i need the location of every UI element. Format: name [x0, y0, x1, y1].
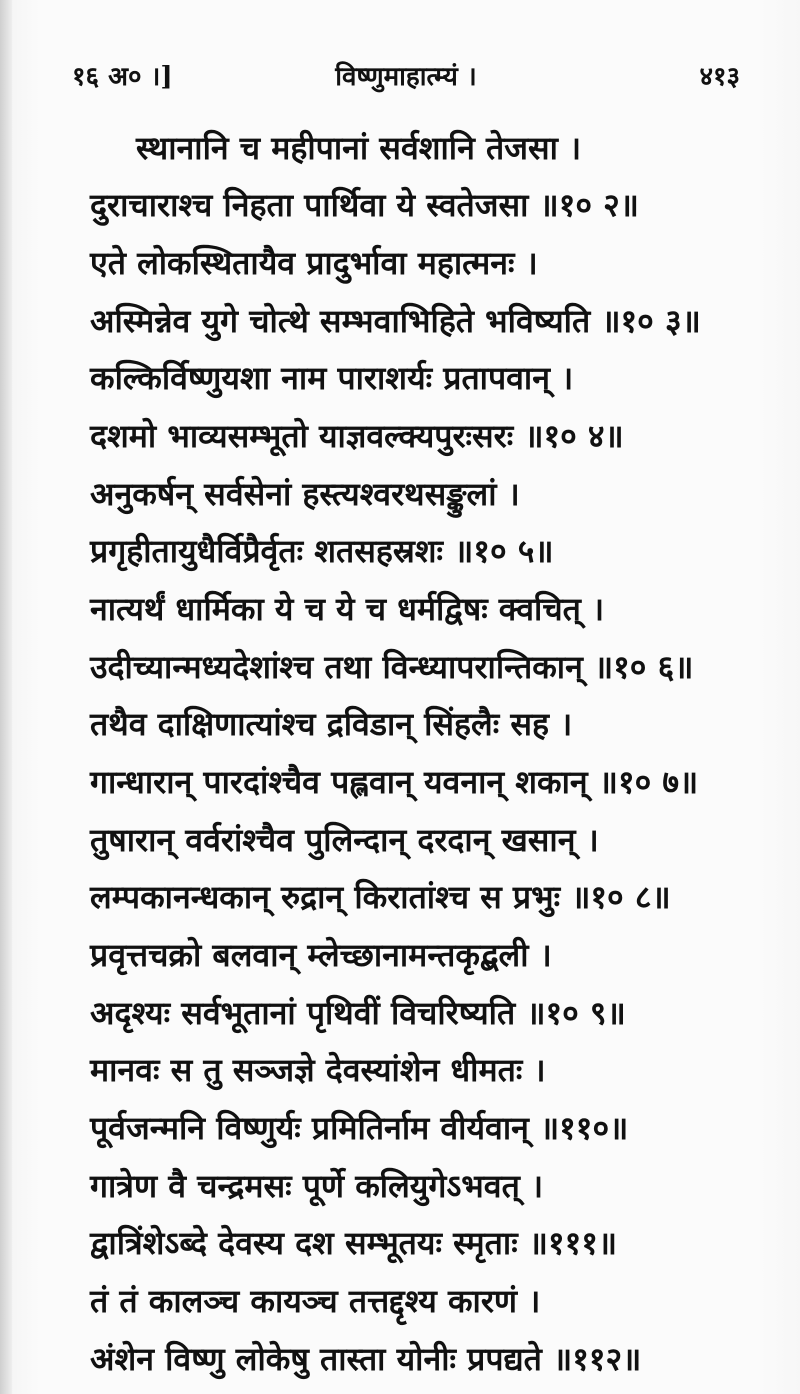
verse-line: तं तं कालञ्च कायञ्च तत्तद्दृश्य कारणं । — [90, 1282, 541, 1320]
verse-line: नात्यर्थं धार्मिका ये च ये च धर्मद्विषः क्वचित् । — [90, 590, 605, 628]
verse-line: दशमो भाव्यसम्भूतो याज्ञवल्क्यपुरःसरः ॥१० ४॥ — [90, 417, 624, 455]
header-title: विष्णुमाहात्म्यं । — [335, 62, 477, 92]
verse-line: गान्धारान् पारदांश्चैव पह्लवान् यवनान् शकान् ॥१० ७॥ — [90, 763, 699, 801]
verse-line: अस्मिन्नेव युगे चोत्थे सम्भवाभिहिते भविष्यति ॥१० ३॥ — [90, 302, 701, 340]
verse-line: पूर्वजन्मनि विष्णुर्यः प्रमितिर्नाम वीर्यवान् ॥११०॥ — [90, 1109, 629, 1147]
verse-line: मानवः स तु सञ्जज्ञे देवस्यांशेन धीमतः । — [90, 1051, 546, 1089]
verse-line: एते लोकस्थितायैव प्रादुर्भावा महात्मनः । — [90, 244, 538, 282]
verse-line: लम्पकानन्धकान् रुद्रान् किरातांश्च स प्रभुः ॥१० ८॥ — [90, 878, 671, 916]
verse-line: दुराचाराश्च निहता पार्थिवा ये स्वतेजसा ॥१० २॥ — [90, 186, 639, 224]
verse-line: उदीच्यान्मध्यदेशांश्च तथा विन्ध्यापरान्तिकान् ॥१० ६॥ — [90, 648, 694, 686]
verse-line: अनुकर्षन् सर्वसेनां हस्त्यश्वरथसङ्कुलां । — [90, 475, 520, 513]
verse-line: तुषारान् वर्वरांश्चैव पुलिन्दान् दरदान् खसान् । — [90, 821, 599, 859]
verse-line: अदृश्यः सर्वभूतानां पृथिवीं विचरिष्यति ॥१० ९॥ — [90, 994, 626, 1032]
verse-line: प्रगृहीतायुधैर्विप्रैर्वृतः शतसहस्रशः ॥१० ५॥ — [90, 532, 554, 570]
verse-line: द्वात्रिंशेऽब्दे देवस्य दश सम्भूतयः स्मृताः ॥१११॥ — [90, 1224, 618, 1262]
verse-line: कल्किर्विष्णुयशा नाम पाराशर्यः प्रतापवान् । — [90, 359, 574, 397]
verse-line: स्थानानि च महीपानां सर्वशानि तेजसा । — [136, 129, 582, 167]
page-number: ४१३ — [699, 62, 740, 92]
verse-line: अंशेन विष्णु लोकेषु तास्ता योनीः प्रपद्यते ॥११२॥ — [90, 1340, 642, 1378]
verse-line: गात्रेण वै चन्द्रमसः पूर्णे कलियुगेऽभवत् । — [90, 1167, 544, 1205]
book-binding-edge — [0, 0, 12, 1394]
verse-line: प्रवृत्तचक्रो बलवान् म्लेच्छानामन्तकृद्बली । — [90, 936, 552, 974]
header-chapter-ref: १६ अ० ।] — [72, 62, 173, 92]
page-header — [72, 50, 740, 100]
verse-line: तथैव दाक्षिणात्यांश्च द्रविडान् सिंहलैः सह । — [90, 705, 573, 743]
